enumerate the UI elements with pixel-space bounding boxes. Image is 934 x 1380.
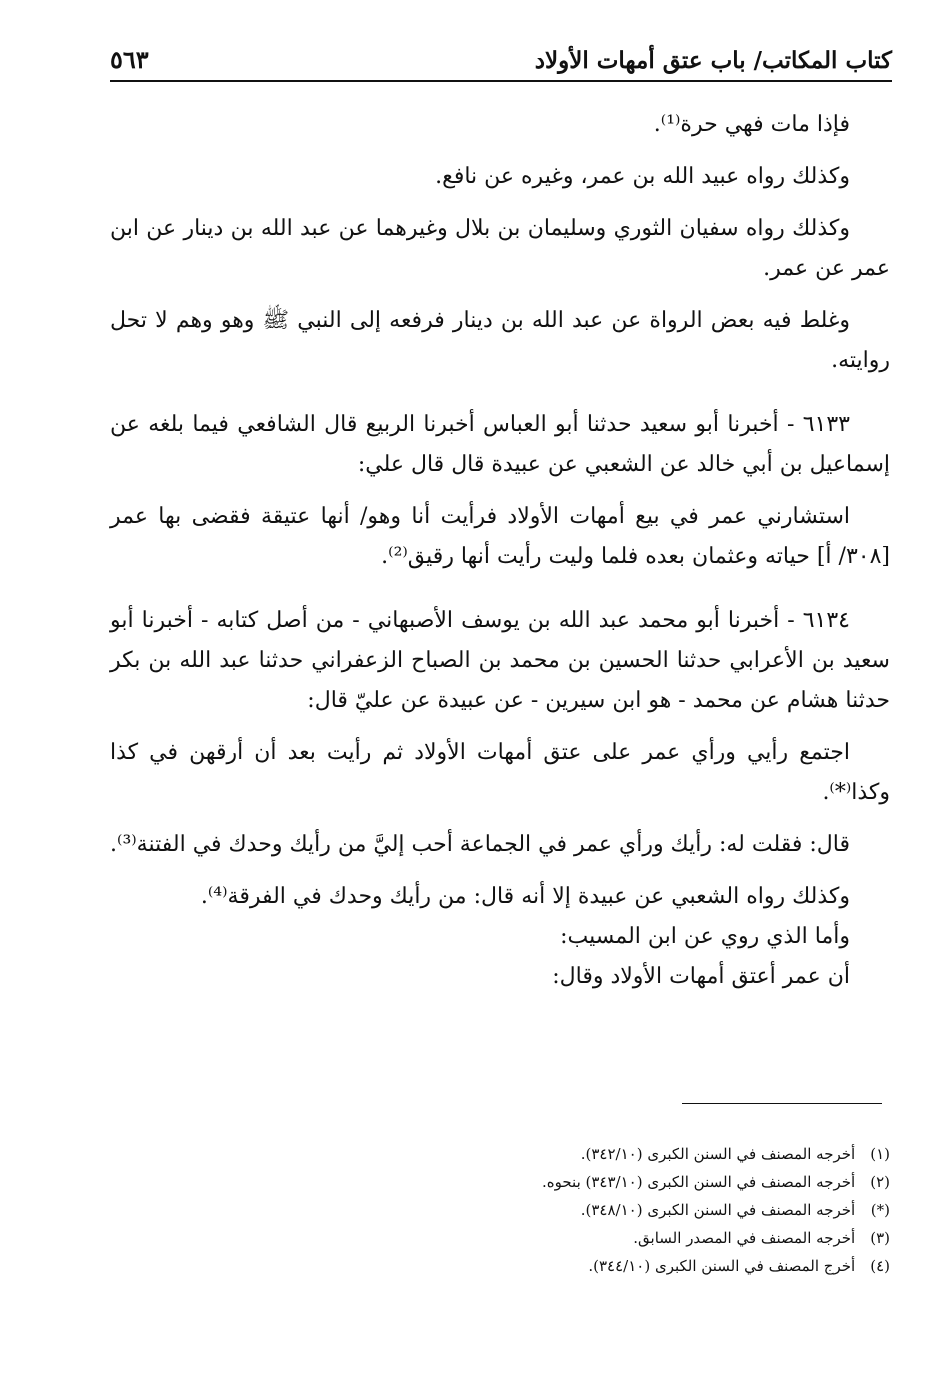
paragraph: وكذلك رواه عبيد الله بن عمر، وغيره عن نافع.: [435, 164, 850, 189]
footnote-text: أخرجه المصنف في المصدر السابق.: [633, 1229, 856, 1247]
paragraph: اجتمع رأيي ورأي عمر على عتق أمهات الأولاد ثم رأيت بعد أن أرقهن في كذا وكذا⁽*⁾.: [110, 740, 890, 805]
footnote-label: (*): [870, 1201, 890, 1219]
page-number: ٥٦٣: [110, 45, 149, 74]
paragraph: استشارني عمر في بيع أمهات الأولاد فرأيت أنا وهو/ أنها عتيقة فقضى بها عمر [٣٠٨/ أ] حياته وعثمان بعده فلما وليت رأيت أنها رقيق⁽²⁾.: [110, 504, 890, 569]
footnote: [110, 1196, 890, 1224]
paragraph: وغلط فيه بعض الرواة عن عبد الله بن دينار فرفعه إلى النبي ﷺ وهو وهم لا تحل روايته.: [110, 308, 890, 373]
footnote-text: أخرجه المصنف في السنن الكبرى (٣٤٣/١٠) بنحوه.: [541, 1173, 856, 1191]
paragraph: قال: فقلت له: رأيك ورأي عمر في الجماعة أحب إليَّ من رأيك وحدك في الفتنة⁽³⁾.: [110, 832, 850, 857]
page-header: [110, 30, 892, 82]
footnote-text: أخرجه المصنف في السنن الكبرى (٣٤٨/١٠).: [580, 1201, 856, 1219]
paragraph: وأما الذي روي عن ابن المسيب:: [560, 924, 850, 949]
paragraph: وكذلك رواه سفيان الثوري وسليمان بن بلال وغيرهما عن عبد الله بن دينار عن ابن عمر عن عمر.: [110, 216, 890, 281]
body-text: [110, 105, 890, 997]
footnote-label: (١): [870, 1145, 890, 1163]
footnote: [110, 1168, 890, 1196]
footnotes: [110, 1140, 890, 1280]
footnote: [110, 1224, 890, 1252]
paragraph: وكذلك رواه الشعبي عن عبيدة إلا أنه قال: من رأيك وحدك في الفرقة⁽⁴⁾.: [200, 884, 850, 909]
footnote: [110, 1252, 890, 1280]
footnote-text: أخرجه المصنف في السنن الكبرى (٣٤٢/١٠).: [580, 1145, 856, 1163]
footnote: [110, 1140, 890, 1168]
footnote-label: (٢): [870, 1173, 890, 1191]
paragraph: فإذا مات فهي حرة⁽¹⁾.: [653, 112, 850, 137]
footnote-label: (٣): [870, 1229, 890, 1247]
footnote-label: (٤): [870, 1257, 890, 1275]
hadith-6133: ٦١٣٣ - أخبرنا أبو سعيد حدثنا أبو العباس أخبرنا الربيع قال الشافعي فيما بلغه عن إسماعيل بن أبي خالد عن الشعبي عن عبيدة قال قال علي:: [110, 412, 890, 477]
hadith-6134: ٦١٣٤ - أخبرنا أبو محمد عبد الله بن يوسف الأصبهاني - من أصل كتابه - أخبرنا أبو سعيد بن الأعرابي حدثنا الحسين بن محمد بن الصباح الزعفراني حدثنا عبد الله بن بكر حدثنا هشام عن محمد - هو ابن سيرين - عن عبيدة عن عليّ قال:: [110, 608, 890, 713]
footnote-separator: [682, 1103, 882, 1104]
paragraph: أن عمر أعتق أمهات الأولاد وقال:: [552, 964, 850, 989]
footnote-text: أخرج المصنف في السنن الكبرى (٣٤٤/١٠).: [588, 1257, 856, 1275]
running-title: كتاب المكاتب/ باب عتق أمهات الأولاد: [534, 47, 892, 74]
